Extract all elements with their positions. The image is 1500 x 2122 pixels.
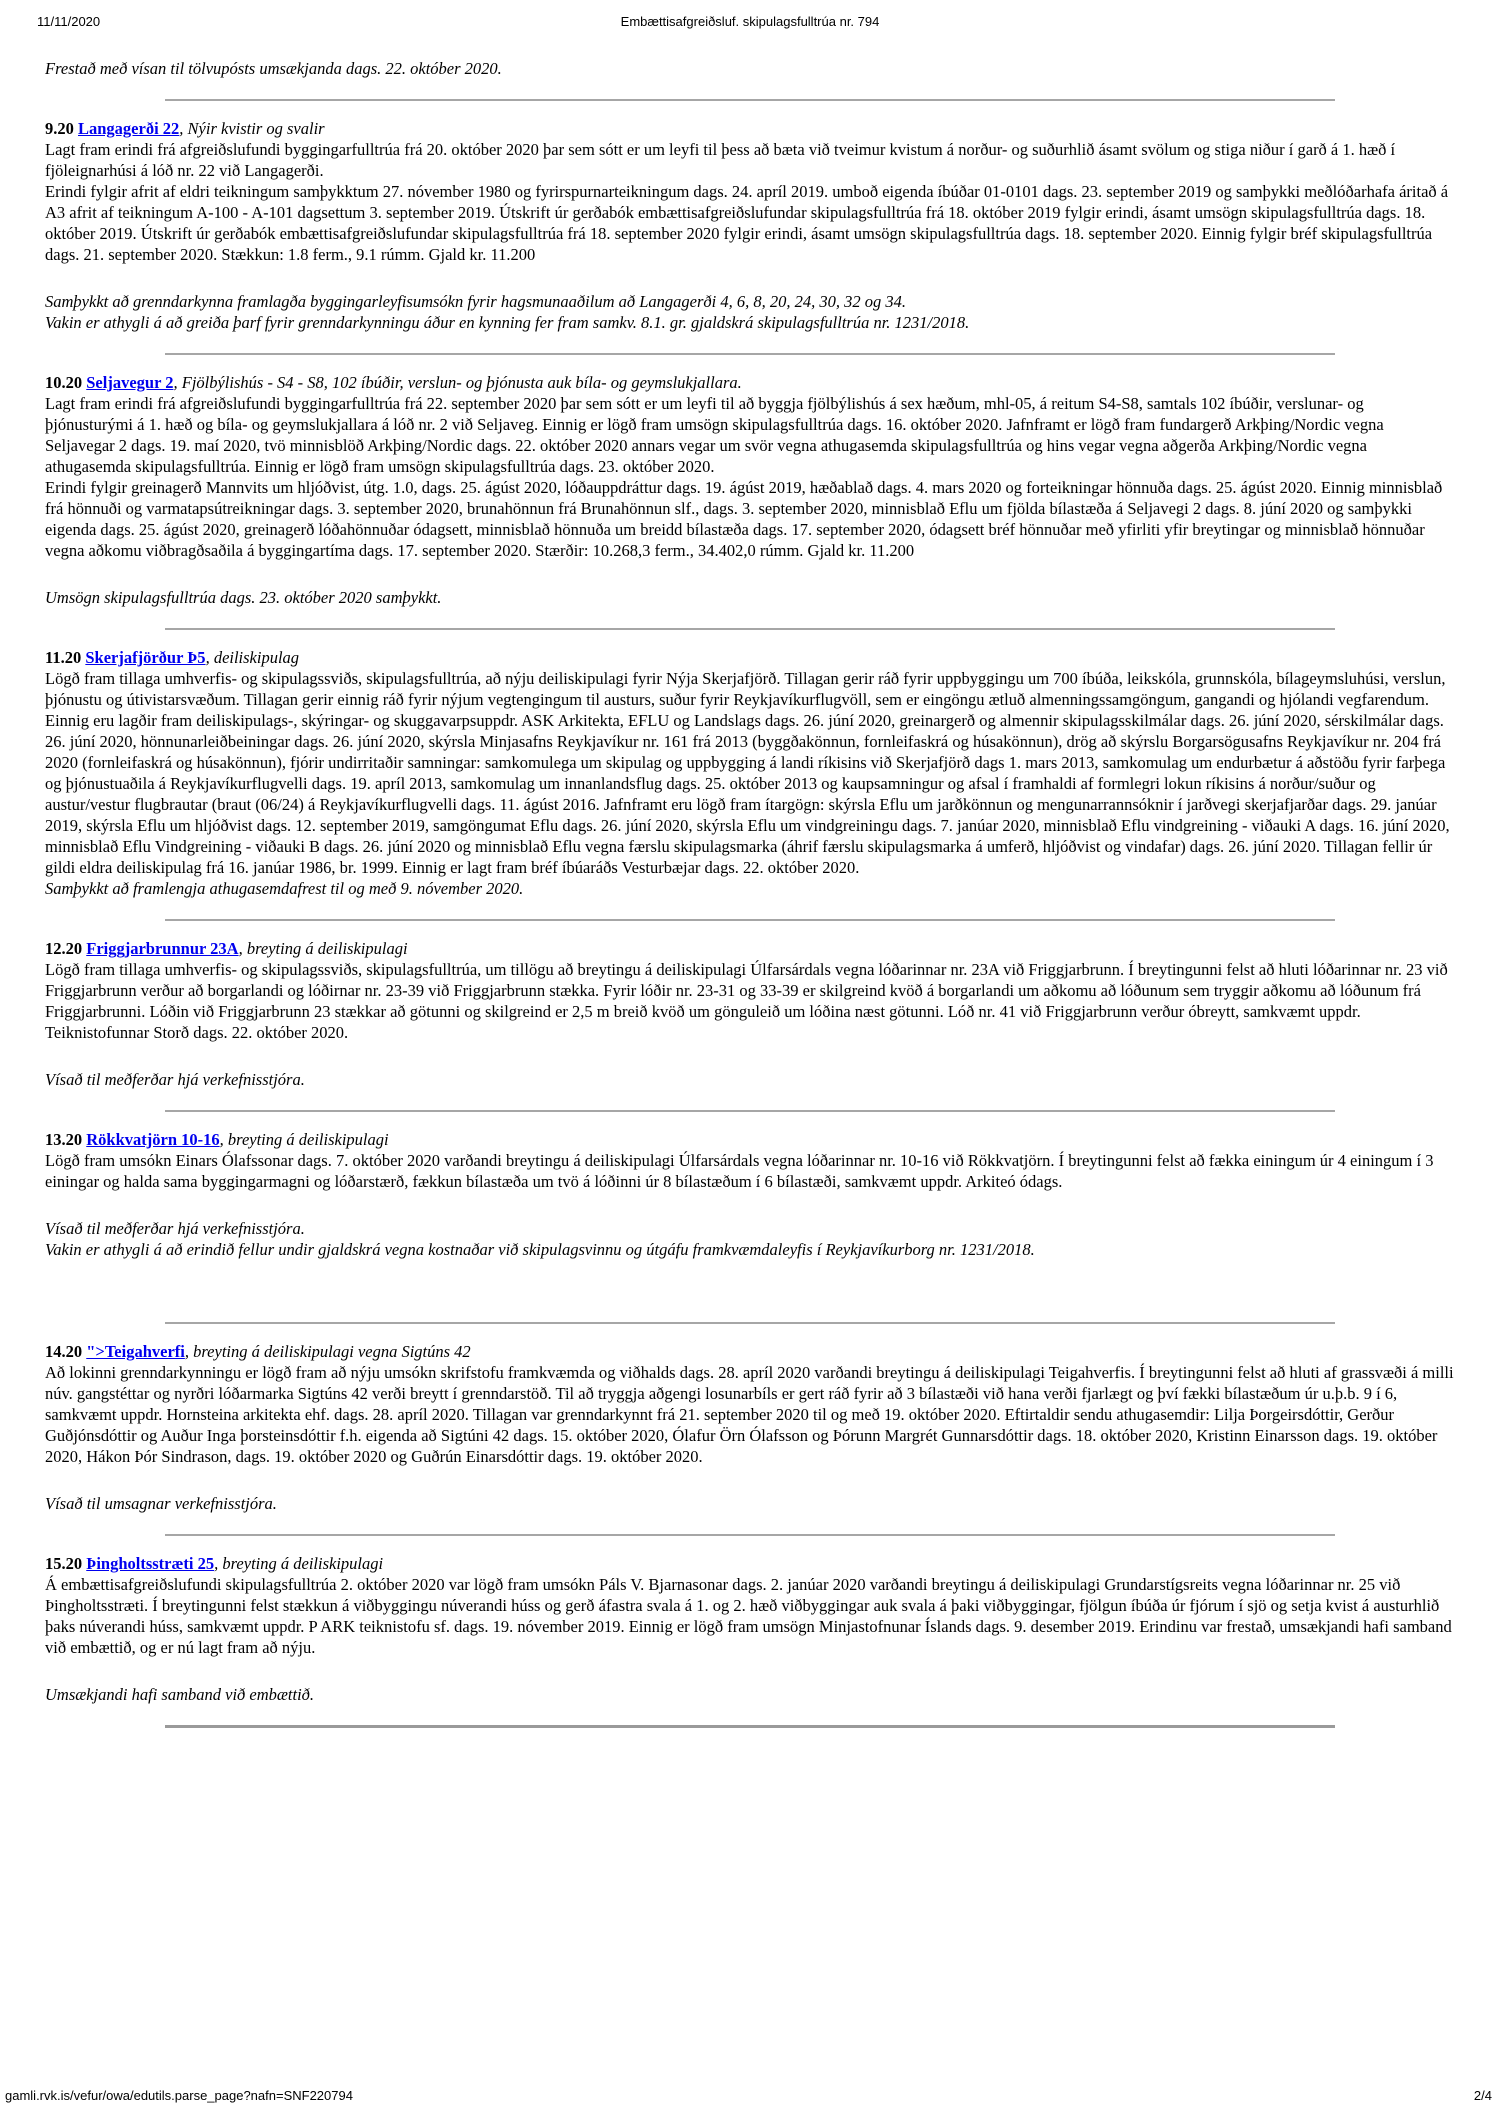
- item-decisions: [45, 1218, 1455, 1260]
- item-paragraph: Að lokinni grenndarkynningu er lögð fram að nýju umsókn skrifstofu framkvæmda og viðhalds dags. 28. apríl 2020 varðandi breytingu á deiliskipulagi Teigahverfis. Í breytingunni felst að hluti af grassvæði á milli núv. gangstéttar og nyrðri lóðarmarka Sigtúns 42 verði breytt í grenndarstöð. Til að tryggja aðgengi losunarbíls er gert ráð fyrir að 3 bílastæði við hana verði fjarlægt og því fækki bílastæðum úr u.þ.b. 9 í 6, samkvæmt uppdr. Hornsteina arkitekta ehf. dags. 28. apríl 2020. Tillagan var grenndarkynnt frá 21. september 2020 til og með 19. október 2020. Eftirtaldir sendu athugasemdir: Lilja Þorgeirsdóttir, Gerður Guðjónsdóttir og Auður Inga þorsteinsdóttir f.h. eigenda að Sigtúni 42 dags. 15. október 2020, Ólafur Örn Ólafsson og Þórunn Margrét Gunnarsdóttir dags. 18. október 2020, Kristinn Einarsson dags. 19. október 2020, Hákon Þór Sindrason, dags. 19. október 2020 og Guðrún Einarsdóttir dags. 19. október 2020.: [45, 1363, 1454, 1466]
- item-number: 15.20: [45, 1554, 83, 1573]
- section-divider: [165, 919, 1335, 921]
- footer-url: gamli.rvk.is/vefur/owa/edutils.parse_page?nafn=SNF220794: [5, 2088, 353, 2103]
- item-subtitle: , Fjölbýlishús - S4 - S8, 102 íbúðir, verslun- og þjónusta auk bíla- og geymslukjallara.: [173, 373, 742, 392]
- item-subtitle: , Nýir kvistir og svalir: [179, 119, 325, 138]
- item-subtitle: , breyting á deiliskipulagi: [219, 1130, 389, 1149]
- decision-line: Vísað til meðferðar hjá verkefnisstjóra.: [45, 1219, 305, 1238]
- item-decisions: [45, 1493, 1455, 1514]
- item-decisions: [45, 1069, 1455, 1090]
- header-date: 11/11/2020: [37, 14, 101, 29]
- section-divider: [165, 1110, 1335, 1112]
- agenda-item-15-20: [45, 1553, 1455, 1705]
- item-paragraph: Lagt fram erindi frá afgreiðslufundi byggingarfulltrúa frá 22. september 2020 þar sem sótt er um leyfi til að byggja fjölbýlishús á sex hæðum, mhl-05, á reitum S4-S8, samtals 102 íbúðir, verslunar- og þjónusturými á 1. hæð og bíla- og geymslukjallara á lóð nr. 2 við Seljaveg. Einnig er lögð fram umsögn skipulagsfulltrúa dags. 16. október 2020. Jafnframt er lögð fram fundargerð Arkþing/Nordic vegna Seljavegar 2 dags. 19. maí 2020, tvö minnisblöð Arkþing/Nordic dags. 22. október 2020 annars vegar um svör vegna athugasemda skipulagsfulltrúa og hins vegar vegna aðgerða Arkþing/Nordic vegna athugasemda skipulagsfulltrúa. Einnig er lögð fram umsögn skipulagsfulltrúa dags. 23. október 2020.: [45, 394, 1384, 476]
- agenda-item-9-20: [45, 118, 1455, 333]
- item-paragraph: Lögð fram tillaga umhverfis- og skipulagssviðs, skipulagsfulltrúa, um tillögu að breytingu á deiliskipulagi Úlfarsárdals vegna lóðarinnar nr. 23A við Friggjarbrunn. Í breytingunni felst að hluti lóðarinnar nr. 23 við Friggjarbrunn verður að borgarlandi og lóðirnar nr. 23-39 við Friggjarbrunn stækka. Fyrir lóðir nr. 23-31 og 33-39 er skilgreind kvöð á borgarlandi um aðkomu að lóðunum sem tryggir aðkomu að lóðunum frá Friggjarbrunni. Lóðin við Friggjarbrunn 23 stækkar að götunni og skilgreind er 2,5 m breið kvöð um gönguleið um lóðina næst götunni. Lóð nr. 41 við Friggjarbrunn verður óbreytt, samkvæmt uppdr. Teiknistofunnar Storð dags. 22. október 2020.: [45, 960, 1448, 1042]
- item-heading: [45, 1553, 1455, 1574]
- item-number: 9.20: [45, 119, 74, 138]
- item-number: 10.20: [45, 373, 83, 392]
- intro-note: Frestað með vísan til tölvupósts umsækjanda dags. 22. október 2020.: [45, 59, 502, 78]
- item-heading: [45, 938, 1455, 959]
- section-divider: [165, 1725, 1335, 1728]
- item-paragraph: Á embættisafgreiðslufundi skipulagsfulltrúa 2. október 2020 var lögð fram umsókn Páls V. Bjarnasonar dags. 2. janúar 2020 varðandi breytingu á deiliskipulagi Grundarstígsreits vegna lóðarinnar nr. 25 við Þingholtsstræti. Í breytingunni felst stækkun á viðbyggingu núverandi húss og gerð áfastra svala á 1. og 2. hæð viðbyggingar auk svala á þaki viðbyggingar, fjölgun íbúða úr fjórum í sjö og setja kvist á austurhlið þaks núverandi húss, samkvæmt uppdr. P ARK teiknistofu sf. dags. 19. nóvember 2019. Einnig er lögð fram umsögn Minjastofnunar Íslands dags. 9. desember 2019. Erindinu var frestað, umsækjandi hafi samband við embættið, og er nú lagt fram að nýju.: [45, 1575, 1452, 1657]
- section-divider: [165, 353, 1335, 355]
- agenda-item-11-20: [45, 647, 1455, 899]
- item-link[interactable]: Skerjafjörður Þ5: [85, 648, 206, 667]
- footer-page-number: 2/4: [1473, 2088, 1492, 2103]
- item-decisions: [45, 878, 1455, 899]
- item-subtitle: , deiliskipulag: [205, 648, 300, 667]
- agenda-item-14-20: [45, 1341, 1455, 1514]
- page-footer: [5, 2088, 1492, 2106]
- agenda-item-10-20: [45, 372, 1455, 608]
- item-paragraph: Erindi fylgir afrit af eldri teikningum samþykktum 27. nóvember 1980 og fyrirspurnarteikningum dags. 24. apríl 2019. umboð eigenda íbúðar 01-0101 dags. 23. september 2019 og samþykki meðlóðarhafa áritað á A3 afrit af teikningum A-100 - A-101 dagsettum 3. september 2019. Útskrift úr gerðabók embættisafgreiðslufundar skipulagsfulltrúa frá 18. október 2019 fylgir erindi, ásamt umsögn skipulagsfulltrúa dags. 18. október 2019. Útskrift úr gerðabók embættisafgreiðslufundar skipulagsfulltrúa frá 18. september 2020 fylgir erindi, ásamt umsögn skipulagsfulltrúa dags. 18. september 2020. Einnig fylgir bréf skipulagsfulltrúa dags. 21. september 2020. Stækkun: 1.8 ferm., 9.1 rúmm. Gjald kr. 11.200: [45, 182, 1449, 264]
- agenda-item-13-20: [45, 1129, 1455, 1260]
- decision-line: Umsögn skipulagsfulltrúa dags. 23. október 2020 samþykkt.: [45, 588, 442, 607]
- item-heading: [45, 1341, 1455, 1362]
- item-paragraph: Lögð fram tillaga umhverfis- og skipulagssviðs, skipulagsfulltrúa, að nýju deiliskipulagi fyrir Nýja Skerjafjörð. Tillagan gerir ráð fyrir uppbyggingu um 700 íbúða, leikskóla, grunnskóla, bílageymsluhúsi, verslun, þjónustu og útivistarsvæðum. Tillagan gerir einnig ráð fyrir nýjum vegtengingum til austurs, suður fyrir Reykjavíkurflugvöll, sem er eingöngu ætluð almenningssamgöngum, gangandi og hjólandi vegfarendum. Einnig eru lagðir fram deiliskipulags-, skýringar- og skuggavarpsuppdr. ASK Arkitekta, EFLU og Landslags dags. 26. júní 2020, greinargerð og almennir skipulagsskilmálar dags. 26. júní 2020, sérskilmálar dags. 26. júní 2020, hönnunarleiðbeiningar dags. 26. júní 2020, skýrsla Minjasafns Reykjavíkur nr. 161 frá 2013 (byggðakönnun, fornleifaskrá og húsakönnun), drög að skýrslu Borgarsögusafns Reykjavíkur nr. 204 frá 2020 (fornleifaskrá og húsakönnun), fjórir undirritaðir samningar: samkomulega um skipulag og uppbygging á landi ríkisins við Skerjafjörð dags 1. mars 2013, samkomulag um endurbætur á aðstöðu fyrir farþega og þjónustuaðila á Reykjavíkurflugvelli dags. 19. apríl 2013, samkomulag um innanlandsflug dags. 25. október 2013 og kaupsamningur og afsal í framhaldi af formlegri lokun ríkisins á norður/suður og austur/vestur flugbrautar (braut (06/24) á Reykjavíkurflugvelli dags. 11. ágúst 2016. Jafnframt eru lögð fram ítargögn: skýrsla Eflu um jarðkönnun og mengunarrannsóknir í jarðvegi skerjafjarðar dags. 29. janúar 2019, skýrsla Eflu um hljóðvist dags. 12. september 2019, samgöngumat Eflu dags. 26. júní 2020, skýrsla Eflu um vindgreiningu dags. 7. janúar 2020, minnisblað Eflu vindgreining - viðauki A dags. 16. júní 2020, minnisblað Eflu Vindgreining - viðauki B dags. 26. júní 2020 og minnisblað Eflu vegna færslu skipulagsmarka (áhrif færslu skipulagsmarka á umferð, hljóðvist og vindafar) dags. 26. júní 2020. Tillagan fellir úr gildi eldra deiliskipulag frá 16. janúar 1986, br. 1999. Einnig er lagt fram bréf íbúaráðs Vesturbæjar dags. 22. október 2020.: [45, 669, 1450, 877]
- item-heading: [45, 118, 1455, 139]
- header-title: Embættisafgreiðsluf. skipulagsfulltrúa nr. 794: [620, 14, 880, 29]
- item-decisions: [45, 587, 1455, 608]
- item-link[interactable]: Langagerði 22: [78, 119, 180, 138]
- page-header: [37, 14, 1463, 34]
- section-divider: [165, 1534, 1335, 1536]
- decision-line: Umsækjandi hafi samband við embættið.: [45, 1685, 315, 1704]
- section-divider: [165, 99, 1335, 101]
- section-divider: [165, 1322, 1335, 1324]
- item-subtitle: , breyting á deiliskipulagi vegna Sigtúns 42: [184, 1342, 471, 1361]
- decision-line: Vísað til umsagnar verkefnisstjóra.: [45, 1494, 277, 1513]
- item-subtitle: , breyting á deiliskipulagi: [238, 939, 408, 958]
- item-decisions: [45, 1684, 1455, 1705]
- item-heading: [45, 1129, 1455, 1150]
- agenda-item-12-20: [45, 938, 1455, 1090]
- decision-line: Samþykkt að framlengja athugasemdafrest til og með 9. nóvember 2020.: [45, 879, 524, 898]
- item-number: 12.20: [45, 939, 83, 958]
- item-heading: [45, 372, 1455, 393]
- decision-line: Vakin er athygli á að erindið fellur undir gjaldskrá vegna kostnaðar við skipulagsvinnu og útgáfu framkvæmdaleyfis í Reykjavíkurborg nr. 1231/2018.: [45, 1240, 1035, 1259]
- decision-line: Samþykkt að grenndarkynna framlagða byggingarleyfisumsókn fyrir hagsmunaaðilum að Langagerði 4, 6, 8, 20, 24, 30, 32 og 34.: [45, 292, 906, 311]
- item-number: 11.20: [45, 648, 82, 667]
- item-paragraph: Lagt fram erindi frá afgreiðslufundi byggingarfulltrúa frá 20. október 2020 þar sem sótt er um leyfi til þess að bæta við tveimur kvistum á norður- og suðurhlið ásamt svölum og stiga niður í garð á 1. hæð í fjöleignarhúsi á lóð nr. 22 við Langagerði.: [45, 140, 1396, 180]
- section-divider: [165, 628, 1335, 630]
- decision-line: Vísað til meðferðar hjá verkefnisstjóra.: [45, 1070, 305, 1089]
- item-link[interactable]: Seljavegur 2: [86, 373, 174, 392]
- item-number: 14.20: [45, 1342, 83, 1361]
- decision-line: Vakin er athygli á að greiða þarf fyrir grenndarkynningu áður en kynning fer fram samkv. 8.1. gr. gjaldskrá skipulagsfulltrúa nr. 1231/2018.: [45, 313, 970, 332]
- item-subtitle: , breyting á deiliskipulagi: [214, 1554, 384, 1573]
- item-link[interactable]: ">Teigahverfi: [86, 1342, 185, 1361]
- item-decisions: [45, 291, 1455, 333]
- item-link[interactable]: Rökkvatjörn 10-16: [86, 1130, 220, 1149]
- item-link[interactable]: Þingholtsstræti 25: [86, 1554, 215, 1573]
- item-paragraph: Lögð fram umsókn Einars Ólafssonar dags. 7. október 2020 varðandi breytingu á deiliskipulagi Úlfarsárdals vegna lóðarinnar nr. 10-16 við Rökkvatjörn. Í breytingunni felst að fækka einingum úr 4 einingum í 3 einingar og halda sama byggingarmagni og lóðarstærð, fækkun bílastæða um tvö á lóðinni úr 8 bílastæðum í 6 bílastæði, samkvæmt uppdr. Arkiteó ódags.: [45, 1151, 1434, 1191]
- item-paragraph: Erindi fylgir greinagerð Mannvits um hljóðvist, útg. 1.0, dags. 25. ágúst 2020, lóðauppdráttur dags. 19. ágúst 2019, hæðablað dags. 4. mars 2020 og forteikningar hönnuða dags. 25. ágúst 2020. Einnig minnisblað frá hönnuði og varmatapsútreikningar dags. 3. september 2020, brunahönnun frá Brunahönnun slf., dags. 3. september 2020, minnisblað Eflu um fjölda bílastæða á Seljavegi 2 dags. 8. júní 2020 og samþykki eigenda dags. 25. ágúst 2020, greinagerð lóðahönnuðar ódagsett, minnisblað hönnuða um breidd bílastæða dags. 17. september 2020, ódagsett bréf hönnuðar með yfirliti yfir breytingar og minnisblað hönnuðar vegna aðkomu viðbragðsaðila á byggingartíma dags. 17. september 2020. Stærðir: 10.268,3 ferm., 34.402,0 rúmm. Gjald kr. 11.200: [45, 478, 1443, 560]
- item-number: 13.20: [45, 1130, 83, 1149]
- item-heading: [45, 647, 1455, 668]
- item-link[interactable]: Friggjarbrunnur 23A: [86, 939, 239, 958]
